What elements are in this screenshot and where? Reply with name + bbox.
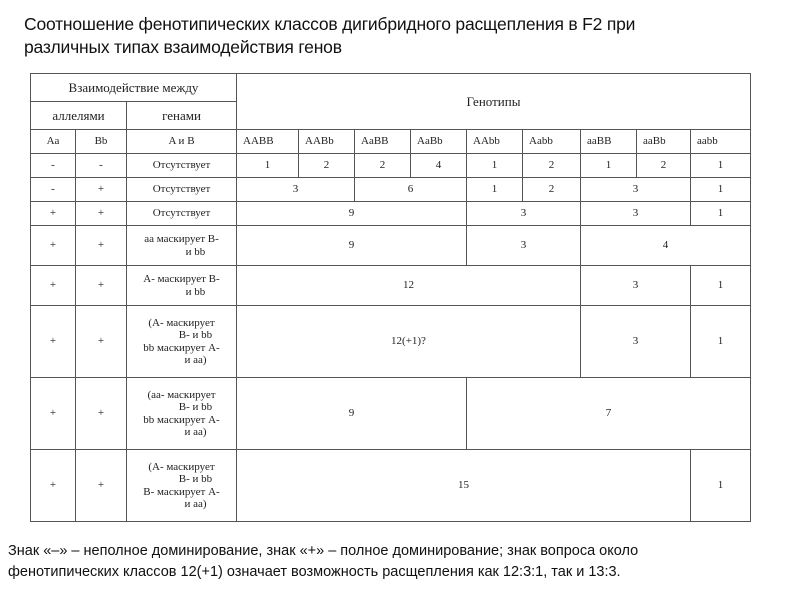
- allele-bb-cell: +: [76, 226, 127, 266]
- subheader-bb: Bb: [76, 130, 127, 154]
- genotype-header: aabb: [691, 130, 751, 154]
- allele-bb-cell: -: [76, 154, 127, 178]
- gene-interaction-line: и аа): [184, 498, 207, 510]
- allele-bb-cell: +: [76, 450, 127, 522]
- genotype-header: AAbb: [467, 130, 523, 154]
- gene-interaction-line: А- маскирует В-: [143, 273, 220, 285]
- gene-interaction-line: (А- маскирует: [148, 316, 215, 329]
- allele-bb-cell: +: [76, 178, 127, 202]
- phenotype-class-cell: 2: [637, 154, 691, 178]
- genotype-header: AaBB: [355, 130, 411, 154]
- phenotype-class-cell: 3: [237, 178, 355, 202]
- phenotype-class-cell: 1: [691, 202, 751, 226]
- gene-interaction-line: bb маскирует А-: [143, 413, 220, 426]
- gene-interaction-line: и аа): [184, 426, 207, 438]
- phenotype-class-cell: 1: [691, 306, 751, 378]
- allele-bb-cell: +: [76, 202, 127, 226]
- allele-aa-cell: +: [31, 202, 76, 226]
- phenotype-class-cell: 1: [691, 450, 751, 522]
- subheader-row: [31, 130, 751, 154]
- phenotype-class-cell: 9: [237, 202, 467, 226]
- table-row: [31, 202, 751, 226]
- title-line-2: различных типах взаимодействия генов: [24, 37, 342, 57]
- allele-bb-cell: +: [76, 306, 127, 378]
- gene-interaction-cell: [127, 450, 237, 522]
- phenotype-class-cell: 15: [237, 450, 691, 522]
- genotype-header: aaBb: [637, 130, 691, 154]
- phenotype-class-cell: 2: [523, 154, 581, 178]
- subheader-ab: A и B: [127, 130, 237, 154]
- phenotype-class-cell: 3: [467, 226, 581, 266]
- genotype-header: AABB: [237, 130, 299, 154]
- allele-aa-cell: -: [31, 178, 76, 202]
- footnote: [8, 541, 798, 583]
- title-line-1: Соотношение фенотипических классов дигибридного расщепления в F2 при: [24, 14, 636, 34]
- gene-interaction-line: В- и bb: [178, 329, 213, 341]
- phenotype-class-cell: 1: [467, 178, 523, 202]
- phenotype-class-cell: 9: [237, 378, 467, 450]
- header-interaction: Взаимодействие между: [31, 74, 237, 102]
- table-row: [31, 306, 751, 378]
- gene-interaction-cell: Отсутствует: [127, 178, 237, 202]
- phenotype-class-cell: 1: [691, 178, 751, 202]
- table-row: [31, 378, 751, 450]
- phenotype-class-cell: 3: [581, 178, 691, 202]
- phenotype-class-cell: 1: [467, 154, 523, 178]
- allele-aa-cell: +: [31, 226, 76, 266]
- phenotype-class-cell: 2: [355, 154, 411, 178]
- gene-interaction-cell: Отсутствует: [127, 154, 237, 178]
- gene-interaction-line: (аа- маскирует: [147, 388, 216, 401]
- gene-interaction-table: [30, 73, 751, 522]
- footnote-line-2: фенотипических классов 12(+1) означает возможность расщепления как 12:3:1, так и 13:3.: [8, 564, 621, 580]
- genotype-header: Aabb: [523, 130, 581, 154]
- phenotype-class-cell: 1: [691, 154, 751, 178]
- footnote-line-1: Знак «–» – неполное доминирование, знак «+» – полное доминирование; знак вопроса около: [8, 543, 639, 559]
- allele-aa-cell: +: [31, 450, 76, 522]
- gene-interaction-cell: Отсутствует: [127, 202, 237, 226]
- phenotype-class-cell: 3: [581, 306, 691, 378]
- allele-aa-cell: -: [31, 154, 76, 178]
- gene-interaction-cell: [127, 378, 237, 450]
- allele-aa-cell: +: [31, 266, 76, 306]
- gene-interaction-cell: [127, 306, 237, 378]
- phenotype-class-cell: 12: [237, 266, 581, 306]
- table-row: [31, 450, 751, 522]
- phenotype-class-cell: 6: [355, 178, 467, 202]
- gene-interaction-line: и bb: [185, 245, 206, 258]
- allele-aa-cell: +: [31, 306, 76, 378]
- allele-bb-cell: +: [76, 378, 127, 450]
- genotype-header: aaBB: [581, 130, 637, 154]
- table-row: [31, 226, 751, 266]
- allele-bb-cell: +: [76, 266, 127, 306]
- gene-interaction-line: В- маскирует А-: [143, 485, 220, 498]
- phenotype-class-cell: 3: [581, 266, 691, 306]
- header-genotypes: Генотипы: [237, 74, 751, 130]
- subheader-aa: Aa: [31, 130, 76, 154]
- phenotype-class-cell: 1: [237, 154, 299, 178]
- phenotype-class-cell: 9: [237, 226, 467, 266]
- phenotype-class-cell: 7: [467, 378, 751, 450]
- table-body: [31, 154, 751, 522]
- table-row: [31, 178, 751, 202]
- gene-interaction-line: В- и bb: [178, 473, 213, 485]
- phenotype-class-cell: 3: [581, 202, 691, 226]
- phenotype-class-cell: 12(+1)?: [237, 306, 581, 378]
- allele-aa-cell: +: [31, 378, 76, 450]
- page-title: [24, 13, 784, 59]
- phenotype-class-cell: 1: [581, 154, 637, 178]
- header-alleles: аллелями: [31, 102, 127, 130]
- gene-interaction-cell: [127, 226, 237, 266]
- gene-interaction-line: и bb: [185, 285, 206, 298]
- gene-interaction-line: В- и bb: [178, 401, 213, 413]
- gene-interaction-line: (А- маскирует: [148, 460, 215, 473]
- phenotype-class-cell: 4: [581, 226, 751, 266]
- genotype-header: AaBb: [411, 130, 467, 154]
- header-genes: генами: [127, 102, 237, 130]
- phenotype-class-cell: 4: [411, 154, 467, 178]
- phenotype-class-cell: 1: [691, 266, 751, 306]
- phenotype-class-cell: 3: [467, 202, 581, 226]
- gene-interaction-line: аа маскирует В-: [144, 233, 219, 245]
- gene-interaction-line: bb маскирует А-: [143, 341, 220, 354]
- table-row: [31, 266, 751, 306]
- gene-interaction-cell: [127, 266, 237, 306]
- phenotype-class-cell: 2: [299, 154, 355, 178]
- table-row: [31, 154, 751, 178]
- phenotype-class-cell: 2: [523, 178, 581, 202]
- genotype-header: AABb: [299, 130, 355, 154]
- gene-interaction-line: и аа): [184, 354, 207, 366]
